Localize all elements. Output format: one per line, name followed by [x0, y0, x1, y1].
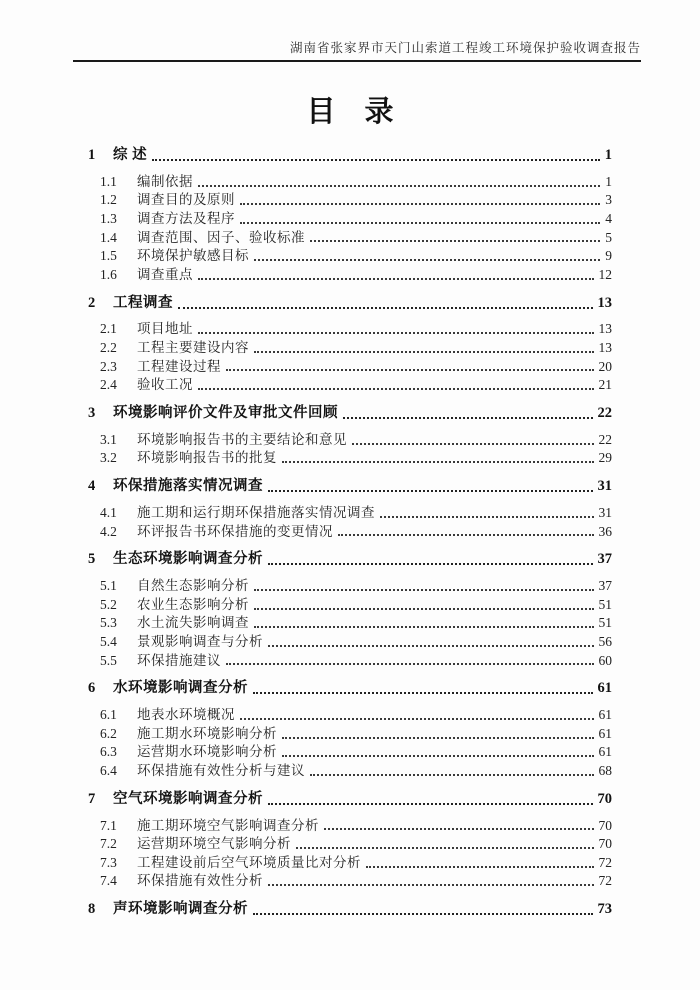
- toc-leader-dots: [268, 563, 593, 565]
- page-header: [73, 42, 641, 62]
- toc-leader-dots: [324, 828, 594, 830]
- toc-entry-page: 61: [597, 680, 612, 697]
- toc-entry-page: 72: [598, 854, 612, 870]
- toc-entry-page: 60: [598, 652, 612, 668]
- toc-entry: [100, 374, 612, 393]
- toc-entry-label: 景观影响调查与分析: [137, 633, 263, 649]
- toc-entry: [100, 521, 612, 540]
- toc-leader-dots: [380, 516, 594, 518]
- toc-entry-label: 调查方法及程序: [137, 211, 235, 227]
- toc-entry-number: 2.1: [100, 321, 117, 337]
- toc-entry-number: 7.2: [100, 836, 117, 852]
- toc-entry-number: 6.1: [100, 707, 117, 723]
- toc-entry-label: 调查范围、因子、验收标准: [137, 229, 305, 245]
- toc-entry-label: 环保措施落实情况调查: [113, 478, 263, 495]
- toc-entry: [88, 548, 612, 568]
- toc-entry-label: 运营期环境空气影响分析: [137, 836, 291, 852]
- toc-entry-number: 3.2: [100, 450, 117, 466]
- toc-entry-page: 29: [598, 450, 612, 466]
- toc-entry-number: 7.1: [100, 817, 117, 833]
- toc-entry: [88, 898, 612, 918]
- toc-entry: [100, 852, 612, 871]
- toc-entry-label: 施工期和运行期环保措施落实情况调查: [137, 504, 375, 520]
- toc-leader-dots: [240, 222, 600, 224]
- running-head: 湖南省张家界市天门山索道工程竣工环境保护验收调查报告: [289, 41, 641, 55]
- toc-leader-dots: [352, 443, 594, 445]
- toc-entry-page: 70: [598, 817, 612, 833]
- toc-entry-label: 自然生态影响分析: [137, 578, 249, 594]
- toc-leader-dots: [296, 847, 594, 849]
- toc-entry-page: 56: [598, 633, 612, 649]
- toc-entry-page: 20: [598, 358, 612, 374]
- toc-leader-dots: [226, 369, 594, 371]
- toc: [88, 144, 612, 918]
- toc-entry: [100, 575, 612, 594]
- toc-entry: [100, 631, 612, 650]
- toc-leader-dots: [240, 203, 600, 205]
- toc-entry: [100, 833, 612, 852]
- toc-entry: [88, 677, 612, 697]
- toc-leader-dots: [366, 866, 594, 868]
- toc-entry-label: 运营期水环境影响分析: [137, 744, 277, 760]
- toc-entry-label: 施工期水环境影响分析: [137, 725, 277, 741]
- toc-entry-page: 12: [598, 266, 612, 282]
- toc-entry-page: 13: [598, 340, 612, 355]
- toc-entry-label: 工程调查: [113, 294, 173, 311]
- toc-entry-number: 4: [88, 478, 96, 495]
- toc-entry-label: 环境影响报告书的主要结论和意见: [137, 431, 347, 447]
- toc-entry-label: 环评报告书环保措施的变更情况: [137, 523, 333, 539]
- toc-entry-label: 环境影响报告书的批复: [137, 450, 277, 466]
- toc-entry-page: 68: [598, 762, 612, 778]
- toc-leader-dots: [178, 307, 593, 309]
- toc-entry-number: 6.4: [100, 762, 117, 778]
- toc-entry: [100, 356, 612, 375]
- toc-leader-dots: [152, 159, 600, 161]
- toc-entry-number: 2.2: [100, 340, 117, 355]
- toc-entry-label: 声环境影响调查分析: [113, 901, 248, 918]
- toc-entry: [100, 723, 612, 742]
- toc-entry: [100, 742, 612, 761]
- toc-entry-number: 5.2: [100, 596, 117, 612]
- toc-entry-page: 61: [598, 707, 612, 723]
- toc-entry: [100, 227, 612, 246]
- toc-entry-label: 农业生态影响分析: [137, 596, 249, 612]
- toc-entry-page: 22: [597, 405, 612, 422]
- toc-entry-page: 70: [597, 790, 612, 807]
- toc-leader-dots: [310, 774, 594, 776]
- toc-entry-number: 5: [88, 551, 96, 568]
- toc-entry-number: 5.3: [100, 615, 117, 631]
- toc-leader-dots: [253, 913, 593, 915]
- toc-entry: [88, 292, 612, 312]
- toc-entry-label: 项目地址: [137, 321, 193, 337]
- toc-entry: [100, 650, 612, 669]
- toc-leader-dots: [226, 663, 594, 665]
- toc-entry-page: 13: [597, 294, 612, 311]
- toc-entry-number: 1.6: [100, 266, 117, 282]
- toc-entry-label: 环境影响评价文件及审批文件回顾: [113, 405, 338, 422]
- toc-entry-number: 6.2: [100, 725, 117, 741]
- toc-entry-number: 5.1: [100, 578, 117, 594]
- toc-entry-page: 37: [597, 551, 612, 568]
- toc-leader-dots: [282, 461, 594, 463]
- toc-entry-number: 1.1: [100, 173, 117, 189]
- toc-entry-number: 6: [88, 680, 96, 697]
- toc-entry-label: 空气环境影响调查分析: [113, 790, 263, 807]
- toc-entry-number: 1.2: [100, 192, 117, 208]
- toc-entry: [100, 208, 612, 227]
- toc-entry-label: 生态环境影响调查分析: [113, 551, 263, 568]
- toc-entry-number: 2.3: [100, 358, 117, 374]
- toc-entry-label: 水环境影响调查分析: [113, 680, 248, 697]
- toc-entry-label: 验收工况: [137, 377, 193, 393]
- toc-entry: [100, 448, 612, 467]
- toc-entry-number: 3.1: [100, 431, 117, 447]
- toc-leader-dots: [338, 534, 594, 536]
- toc-entry-page: 3: [605, 192, 612, 208]
- toc-entry-page: 1: [604, 147, 612, 164]
- toc-entry-number: 7: [88, 790, 96, 807]
- toc-entry: [100, 760, 612, 779]
- toc-entry-page: 1: [605, 173, 612, 189]
- toc-entry-number: 3: [88, 405, 96, 422]
- toc-entry-page: 51: [598, 596, 612, 612]
- toc-leader-dots: [282, 737, 594, 739]
- toc-leader-dots: [198, 332, 594, 334]
- toc-leader-dots: [268, 884, 594, 886]
- toc-entry-label: 环保措施有效性分析: [137, 873, 263, 889]
- toc-entry-label: 调查目的及原则: [137, 192, 235, 208]
- toc-entry-label: 地表水环境概况: [137, 707, 235, 723]
- toc-entry-label: 施工期环境空气影响调查分析: [137, 817, 319, 833]
- toc-leader-dots: [253, 692, 593, 694]
- toc-entry-number: 5.4: [100, 633, 117, 649]
- toc-entry-number: 2: [88, 294, 96, 311]
- toc-entry-label: 环保措施有效性分析与建议: [137, 762, 305, 778]
- toc-entry-number: 4.1: [100, 504, 117, 520]
- toc-entry-label: 调查重点: [137, 266, 193, 282]
- toc-entry-label: 环境保护敏感目标: [137, 248, 249, 264]
- toc-entry-page: 5: [605, 229, 612, 245]
- toc-leader-dots: [240, 718, 594, 720]
- toc-entry-page: 21: [598, 377, 612, 393]
- toc-leader-dots: [268, 803, 593, 805]
- toc-entry-number: 4.2: [100, 523, 117, 539]
- toc-leader-dots: [254, 626, 594, 628]
- toc-entry: [100, 337, 612, 356]
- toc-entry: [100, 704, 612, 723]
- toc-entry-number: 1.3: [100, 211, 117, 227]
- toc-leader-dots: [310, 240, 600, 242]
- toc-leader-dots: [268, 645, 594, 647]
- toc-entry: [100, 815, 612, 834]
- toc-leader-dots: [254, 351, 594, 353]
- toc-leader-dots: [254, 259, 600, 261]
- toc-entry-label: 综 述: [113, 147, 148, 164]
- toc-entry-number: 7.3: [100, 854, 117, 870]
- toc-entry-page: 4: [605, 211, 612, 227]
- toc-leader-dots: [198, 185, 600, 187]
- toc-leader-dots: [254, 608, 594, 610]
- toc-entry-number: 1.4: [100, 229, 117, 245]
- toc-entry-number: 2.4: [100, 377, 117, 393]
- toc-entry: [100, 264, 612, 283]
- toc-leader-dots: [254, 589, 594, 591]
- toc-entry: [100, 502, 612, 521]
- toc-entry-label: 环保措施建议: [137, 652, 221, 668]
- page-title: 目 录: [306, 95, 394, 128]
- toc-entry-page: 36: [598, 523, 612, 539]
- toc-leader-dots: [268, 490, 593, 492]
- toc-entry: [88, 788, 612, 808]
- toc-entry-page: 31: [598, 504, 612, 520]
- toc-entry-page: 70: [598, 836, 612, 852]
- toc-entry-page: 9: [605, 248, 612, 264]
- toc-entry-label: 工程主要建设内容: [137, 340, 249, 355]
- toc-leader-dots: [343, 417, 593, 419]
- toc-entry-number: 1: [88, 147, 96, 164]
- toc-entry-number: 6.3: [100, 744, 117, 760]
- toc-entry-page: 51: [598, 615, 612, 631]
- toc-entry-label: 工程建设过程: [137, 358, 221, 374]
- toc-entry: [100, 429, 612, 448]
- toc-entry-page: 73: [597, 901, 612, 918]
- toc-leader-dots: [282, 755, 594, 757]
- toc-entry-number: 7.4: [100, 873, 117, 889]
- toc-entry-label: 工程建设前后空气环境质量比对分析: [137, 854, 361, 870]
- toc-leader-dots: [198, 278, 594, 280]
- toc-entry-label: 编制依据: [137, 173, 193, 189]
- toc-entry: [100, 190, 612, 209]
- toc-entry: [88, 144, 612, 164]
- toc-entry: [100, 319, 612, 338]
- toc-entry-label: 水土流失影响调查: [137, 615, 249, 631]
- toc-entry: [100, 245, 612, 264]
- toc-entry-number: 5.5: [100, 652, 117, 668]
- toc-leader-dots: [198, 388, 594, 390]
- toc-entry: [100, 594, 612, 613]
- toc-entry: [88, 475, 612, 495]
- toc-entry-page: 37: [598, 578, 612, 594]
- toc-entry: [88, 402, 612, 422]
- toc-entry-page: 13: [598, 321, 612, 337]
- toc-entry-page: 22: [598, 431, 612, 447]
- toc-entry-page: 61: [598, 725, 612, 741]
- toc-entry: [100, 871, 612, 890]
- toc-entry-page: 61: [598, 744, 612, 760]
- toc-entry: [100, 613, 612, 632]
- toc-entry: [100, 171, 612, 190]
- toc-entry-page: 31: [597, 478, 612, 495]
- toc-entry-number: 1.5: [100, 248, 117, 264]
- toc-entry-page: 72: [598, 873, 612, 889]
- toc-entry-number: 8: [88, 901, 96, 918]
